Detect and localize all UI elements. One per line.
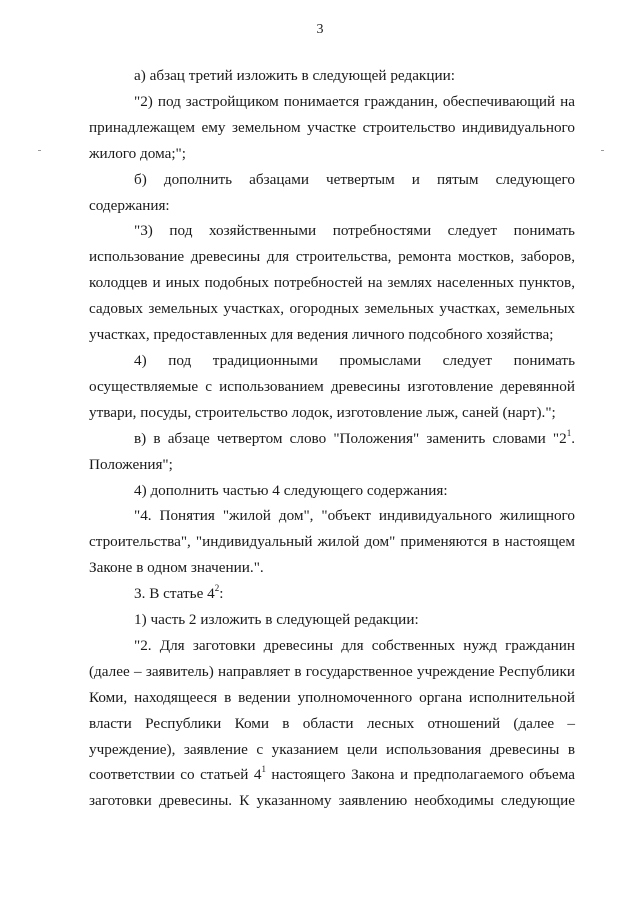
paragraph-quote-2: "2) под застройщиком понимается гражданин, обеспечивающий на принадлежащем ему земельном участке строительство индивидуального жилого дома;"; <box>89 92 575 162</box>
text-segment: настоящего Закона и предполагаемого объема заготовки древесины. К указанному заявлению необходимы следующие <box>89 766 575 810</box>
paragraph-b: б) дополнить абзацами четвертым и пятым следующего содержания: <box>89 170 575 214</box>
scan-mark-left <box>38 150 41 151</box>
text-segment: 3. В статье 4 <box>134 585 215 603</box>
paragraph-4-traditional: 4) под традиционными промыслами следует понимать осуществляемые с использованием древесины изготовление деревянной утвари, посуды, строительство лодок, изготовление лыж, саней (нарт)."; <box>89 351 575 421</box>
text-segment: . Положения"; <box>89 429 575 473</box>
superscript: 1 <box>261 764 266 775</box>
document-body <box>89 63 575 814</box>
scan-mark-right <box>601 150 604 151</box>
text-segment: "2. Для заготовки древесины для собственных нужд гражданин (далее – заявитель) направляет в государственное учреждение Республики Коми, находящееся в ведении уполномоченного органа исполнительной власти Республики Коми в области лесных отношений (далее – учреждение), заявление с указанием цели использования древесины в соответствии со статьей 4 <box>89 636 575 784</box>
paragraph-section-3 <box>89 581 575 607</box>
page-number: 3 <box>316 22 324 37</box>
paragraph-1-part2: 1) часть 2 изложить в следующей редакции: <box>134 611 419 629</box>
paragraph-quote-3: "3) под хозяйственными потребностями следует понимать использование древесины для строительства, ремонта мостков, заборов, колодцев и иных подобных потребностей на землях населенных пунктов, садовых земельных участках, огородных земельных участках, земельных участках, предоставленных для ведения личного подсобного хозяйства; <box>89 222 575 344</box>
paragraph-quote-4: "4. Понятия "жилой дом", "объект индивидуального жилищного строительства", "индивидуальный жилой дом" применяются в настоящем Законе в одном значении.". <box>89 507 575 577</box>
paragraph-4-add: 4) дополнить частью 4 следующего содержания: <box>134 481 448 499</box>
superscript: 1 <box>566 427 572 438</box>
text-segment: в) в абзаце четвертом слово "Положения" заменить словами "2 <box>134 429 567 447</box>
paragraph-v <box>89 426 575 478</box>
text-segment: : <box>219 585 224 603</box>
superscript: 2 <box>214 583 220 594</box>
paragraph-a: а) абзац третий изложить в следующей редакции: <box>134 67 455 84</box>
paragraph-quote-2-harvest <box>89 633 575 814</box>
